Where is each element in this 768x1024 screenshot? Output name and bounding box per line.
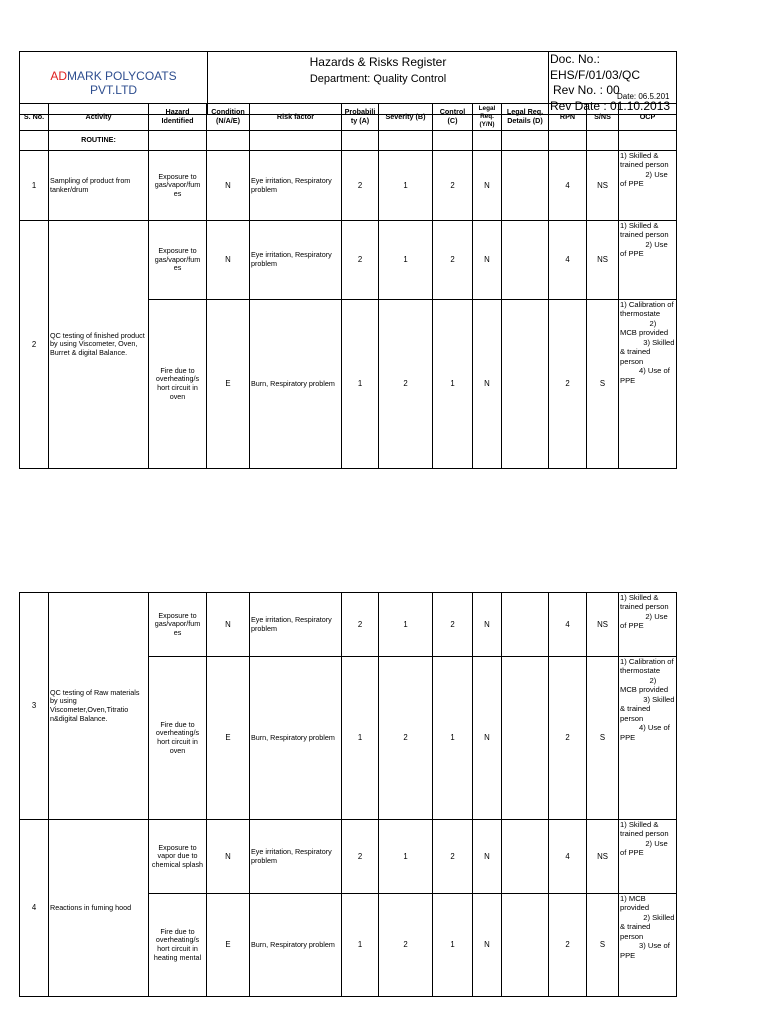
table-row (20, 593, 677, 657)
row-hazard: Fire due to overheating/s hort circuit in heating mental (149, 894, 207, 997)
row-rpn: 4 (549, 221, 587, 300)
row-risk: Eye irritation, Respiratory problem (250, 221, 342, 300)
row-risk: Burn, Respiratory problem (250, 657, 342, 820)
section-row (20, 131, 677, 151)
row-condition: E (207, 657, 250, 820)
row-ocp: 1) Skilled & trained person 2) Use of PPE (619, 151, 677, 221)
row-control: 2 (433, 593, 473, 657)
row-risk: Eye irritation, Respiratory problem (250, 151, 342, 221)
row-probability: 2 (342, 820, 379, 894)
row-sns: NS (587, 593, 619, 657)
row-probability: 2 (342, 593, 379, 657)
col-ocp: OCP (619, 104, 677, 131)
row-legal-details (502, 221, 549, 300)
col-sno: S. No. (20, 104, 49, 131)
row-ocp: 1) Calibration of thermostate 2) MCB provided 3) Skilled & trained person 4) Use of PPE (619, 300, 677, 469)
row-rpn: 4 (549, 593, 587, 657)
row-severity: 2 (379, 894, 433, 997)
row-probability: 2 (342, 151, 379, 221)
row-sno: 1 (20, 151, 49, 221)
company-line2: PVT.LTD (89, 83, 138, 98)
row-hazard: Fire due to overheating/s hort circuit in oven (149, 300, 207, 469)
col-severity: Severity (B) (379, 104, 433, 131)
register-title: Hazards & Risks Register (309, 55, 447, 69)
row-condition: E (207, 894, 250, 997)
company-prefix: AD (50, 68, 68, 83)
row-control: 1 (433, 894, 473, 997)
row-risk: Burn, Respiratory problem (250, 300, 342, 469)
row-sno: 2 (20, 221, 49, 469)
col-hazard: Hazard Identified (149, 104, 207, 131)
doc-number: Doc. No.: EHS/F/01/03/QC (550, 52, 641, 82)
col-legal-req: Legal Req. (Y/N) (473, 104, 502, 131)
row-legal: N (473, 657, 502, 820)
row-legal: N (473, 221, 502, 300)
row-condition: N (207, 221, 250, 300)
section-routine: ROUTINE: (49, 131, 149, 151)
row-legal: N (473, 593, 502, 657)
row-severity: 1 (379, 151, 433, 221)
col-risk: Risk factor (250, 104, 342, 131)
row-risk: Eye irritation, Respiratory problem (250, 820, 342, 894)
report-date: Date: 06.5.201 (617, 92, 670, 101)
row-sns: S (587, 894, 619, 997)
row-activity: Sampling of product from tanker/drum (49, 151, 149, 221)
row-condition: N (207, 593, 250, 657)
row-ocp: 1) Skilled & trained person 2) Use of PPE (619, 820, 677, 894)
row-severity: 1 (379, 820, 433, 894)
row-hazard: Exposure to gas/vapor/fum es (149, 151, 207, 221)
row-probability: 2 (342, 221, 379, 300)
col-control: Control (C) (433, 104, 473, 131)
row-probability: 1 (342, 657, 379, 820)
row-condition: E (207, 300, 250, 469)
row-legal-details (502, 820, 549, 894)
table-row (20, 820, 677, 894)
row-legal: N (473, 151, 502, 221)
row-ocp: 1) MCB provided 2) Skilled & trained person 3) Use of PPE (619, 894, 677, 997)
row-activity: QC testing of Raw materials by using Viscometer,Oven,Titratio n&digital Balance. (49, 593, 149, 820)
row-severity: 2 (379, 657, 433, 820)
row-control: 1 (433, 657, 473, 820)
row-hazard: Exposure to gas/vapor/fum es (149, 593, 207, 657)
row-control: 2 (433, 151, 473, 221)
row-activity: Reactions in fuming hood (49, 820, 149, 997)
row-legal: N (473, 820, 502, 894)
row-legal-details (502, 151, 549, 221)
row-severity: 1 (379, 221, 433, 300)
row-sns: NS (587, 820, 619, 894)
row-rpn: 4 (549, 820, 587, 894)
row-sns: S (587, 300, 619, 469)
row-control: 2 (433, 221, 473, 300)
row-legal-details (502, 300, 549, 469)
row-sns: NS (587, 221, 619, 300)
row-sno: 4 (20, 820, 49, 997)
row-probability: 1 (342, 300, 379, 469)
col-legal-details: Legal Req. Details (D) (502, 104, 549, 131)
hazard-table-2 (19, 592, 677, 997)
row-legal: N (473, 300, 502, 469)
row-control: 1 (433, 300, 473, 469)
row-rpn: 2 (549, 657, 587, 820)
row-hazard: Fire due to overheating/s hort circuit in oven (149, 657, 207, 820)
table-row (20, 221, 677, 300)
col-activity: Activity (49, 104, 149, 131)
col-probability: Probabili ty (A) (342, 104, 379, 131)
row-sns: S (587, 657, 619, 820)
col-sns: S/NS (587, 104, 619, 131)
row-risk: Eye irritation, Respiratory problem (250, 593, 342, 657)
row-control: 2 (433, 820, 473, 894)
row-legal-details (502, 657, 549, 820)
col-rpn: RPN (549, 104, 587, 131)
department-label: Department: Quality Control (309, 73, 447, 86)
rev-number: Rev No. : 00 (553, 83, 620, 98)
row-condition: N (207, 820, 250, 894)
row-legal-details (502, 593, 549, 657)
company-rest: MARK POLYCOATS (67, 68, 177, 83)
row-severity: 1 (379, 593, 433, 657)
row-legal: N (473, 894, 502, 997)
row-rpn: 2 (549, 894, 587, 997)
hazard-table-1 (19, 103, 677, 469)
row-sno: 3 (20, 593, 49, 820)
rev-date: Rev Date : 01.10.2013 (550, 98, 671, 113)
row-risk: Burn, Respiratory problem (250, 894, 342, 997)
row-severity: 2 (379, 300, 433, 469)
row-hazard: Exposure to gas/vapor/fum es (149, 221, 207, 300)
row-ocp: 1) Skilled & trained person 2) Use of PPE (619, 221, 677, 300)
row-rpn: 2 (549, 300, 587, 469)
row-activity: QC testing of finished product by using Viscometer, Oven, Burret & digital Balance. (49, 221, 149, 469)
table-header-row (20, 104, 677, 131)
row-hazard: Exposure to vapor due to chemical splash (149, 820, 207, 894)
col-condition: Condition (N/A/E) (207, 104, 250, 131)
row-ocp: 1) Skilled & trained person 2) Use of PPE (619, 593, 677, 657)
row-legal-details (502, 894, 549, 997)
row-rpn: 4 (549, 151, 587, 221)
row-probability: 1 (342, 894, 379, 997)
row-sns: NS (587, 151, 619, 221)
row-ocp: 1) Calibration of thermostate 2) MCB provided 3) Skilled & trained person 4) Use of PPE (619, 657, 677, 820)
row-condition: N (207, 151, 250, 221)
table-row (20, 151, 677, 221)
